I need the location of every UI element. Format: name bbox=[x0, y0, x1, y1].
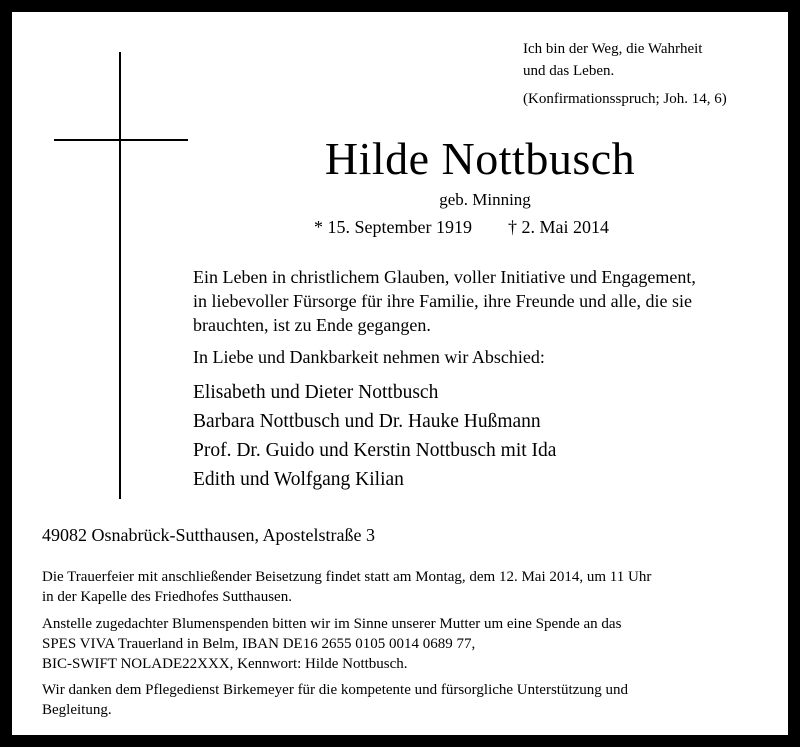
tribute-line-3: brauchten, ist zu Ende gegangen. bbox=[193, 315, 431, 335]
verse-line-1: Ich bin der Weg, die Wahrheit bbox=[523, 41, 703, 57]
cross-horizontal-bar bbox=[54, 139, 188, 141]
funeral-line-1: Die Trauerfeier mit anschließender Beisetzung findet statt am Montag, dem 12. Mai 2014, um 11 Uhr bbox=[42, 569, 652, 585]
death-date: † 2. Mai 2014 bbox=[507, 217, 609, 237]
mourner-item: Edith und Wolfgang Kilian bbox=[193, 469, 404, 490]
donation-line-3: BIC-SWIFT NOLADE22XXX, Kennwort: Hilde Nottbusch. bbox=[42, 656, 408, 672]
cross-vertical-bar bbox=[119, 52, 121, 499]
tribute-line-1: Ein Leben in christlichem Glauben, voller Initiative und Engagement, bbox=[193, 267, 696, 287]
maiden-name: geb. Minning bbox=[439, 190, 531, 209]
funeral-line-2: in der Kapelle des Friedhofes Sutthausen. bbox=[42, 589, 292, 605]
verse-line-2: und das Leben. bbox=[523, 63, 615, 79]
birth-date: * 15. September 1919 bbox=[314, 217, 472, 237]
verse-reference: (Konfirmationsspruch; Joh. 14, 6) bbox=[523, 91, 727, 107]
thanks-notice bbox=[42, 680, 762, 720]
mourner-item: Barbara Nottbusch und Dr. Hauke Hußmann bbox=[193, 411, 541, 432]
family-address: 49082 Osnabrück-Sutthausen, Apostelstraße 3 bbox=[42, 525, 375, 545]
tribute-text bbox=[193, 265, 761, 337]
farewell-statement: In Liebe und Dankbarkeit nehmen wir Abschied: bbox=[193, 347, 545, 367]
deceased-name: Hilde Nottbusch bbox=[324, 133, 636, 184]
life-dates bbox=[314, 215, 609, 239]
thanks-line-2: Begleitung. bbox=[42, 702, 112, 718]
bible-verse bbox=[523, 38, 773, 110]
mourner-item: Elisabeth und Dieter Nottbusch bbox=[193, 382, 439, 403]
funeral-notice bbox=[42, 567, 762, 607]
donation-line-2: SPES VIVA Trauerland in Belm, IBAN DE16 2655 0105 0014 0689 77, bbox=[42, 636, 476, 652]
tribute-line-2: in liebevoller Fürsorge für ihre Familie, ihre Freunde und alle, die sie bbox=[193, 291, 693, 311]
donation-line-1: Anstelle zugedachter Blumenspenden bitten wir im Sinne unserer Mutter um eine Spende an das bbox=[42, 616, 622, 632]
mourners-list bbox=[193, 378, 556, 494]
mourner-item: Prof. Dr. Guido und Kerstin Nottbusch mit Ida bbox=[193, 440, 557, 461]
thanks-line-1: Wir danken dem Pflegedienst Birkemeyer für die kompetente und fürsorgliche Unterstützung und bbox=[42, 682, 629, 698]
donation-notice bbox=[42, 614, 762, 674]
